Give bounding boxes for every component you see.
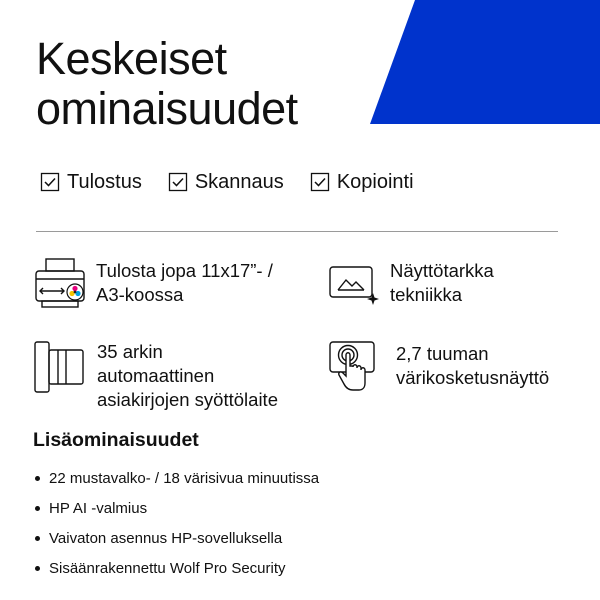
bullet-icon bbox=[35, 476, 40, 481]
feature-line: 35 arkin bbox=[97, 341, 163, 362]
feature-a3-print bbox=[32, 257, 273, 313]
checkbox-checked-icon bbox=[40, 172, 60, 192]
additional-features-list bbox=[35, 463, 319, 583]
check-scan bbox=[168, 170, 284, 194]
bullet-icon bbox=[35, 506, 40, 511]
title-line-2: ominaisuudet bbox=[36, 83, 298, 134]
feature-line: tekniikka bbox=[390, 284, 462, 305]
feature-touchscreen bbox=[326, 340, 549, 396]
feature-line: 2,7 tuuman bbox=[396, 343, 489, 364]
list-item bbox=[35, 523, 319, 553]
document-feeder-icon bbox=[32, 340, 88, 396]
feature-line: asiakirjojen syöttölaite bbox=[97, 389, 278, 410]
page-title bbox=[36, 34, 298, 134]
feature-document-feeder bbox=[32, 340, 278, 412]
list-item-text: Vaivaton asennus HP-sovelluksella bbox=[49, 529, 283, 547]
check-copy bbox=[310, 170, 414, 194]
list-item-text: HP AI -valmius bbox=[49, 499, 148, 517]
check-label: Skannaus bbox=[194, 171, 284, 193]
bullet-icon bbox=[35, 536, 40, 541]
feature-line: Tulosta jopa 11x17”- / bbox=[96, 260, 273, 281]
bullet-icon bbox=[35, 566, 40, 571]
section-divider bbox=[36, 231, 558, 232]
touchscreen-icon bbox=[326, 340, 382, 396]
blue-accent-shape bbox=[370, 0, 600, 124]
feature-text bbox=[97, 340, 278, 412]
list-item-text: 22 mustavalko- / 18 värisivua minuutissa bbox=[49, 469, 320, 487]
checkbox-checked-icon bbox=[168, 172, 188, 192]
display-sharp-icon bbox=[326, 257, 382, 313]
list-item bbox=[35, 463, 319, 493]
check-label: Tulostus bbox=[67, 171, 142, 193]
feature-display-sharp bbox=[326, 257, 494, 313]
feature-line: värikosketusnäyttö bbox=[396, 367, 550, 388]
title-line-1: Keskeiset bbox=[36, 33, 227, 84]
feature-line: A3-koossa bbox=[96, 284, 184, 305]
feature-line: Näyttötarkka bbox=[390, 260, 494, 281]
feature-line: automaattinen bbox=[97, 365, 215, 386]
checkbox-checked-icon bbox=[310, 172, 330, 192]
feature-text bbox=[96, 259, 273, 307]
check-label: Kopiointi bbox=[336, 171, 414, 193]
printer-a3-icon bbox=[32, 257, 88, 313]
check-print bbox=[40, 170, 142, 194]
list-item-text: Sisäänrakennettu Wolf Pro Security bbox=[49, 559, 286, 577]
feature-text bbox=[396, 342, 549, 390]
list-item bbox=[35, 553, 319, 583]
function-checklist bbox=[40, 170, 440, 194]
additional-features-heading: Lisäominaisuudet bbox=[33, 429, 199, 451]
list-item bbox=[35, 493, 319, 523]
feature-text bbox=[390, 259, 494, 307]
